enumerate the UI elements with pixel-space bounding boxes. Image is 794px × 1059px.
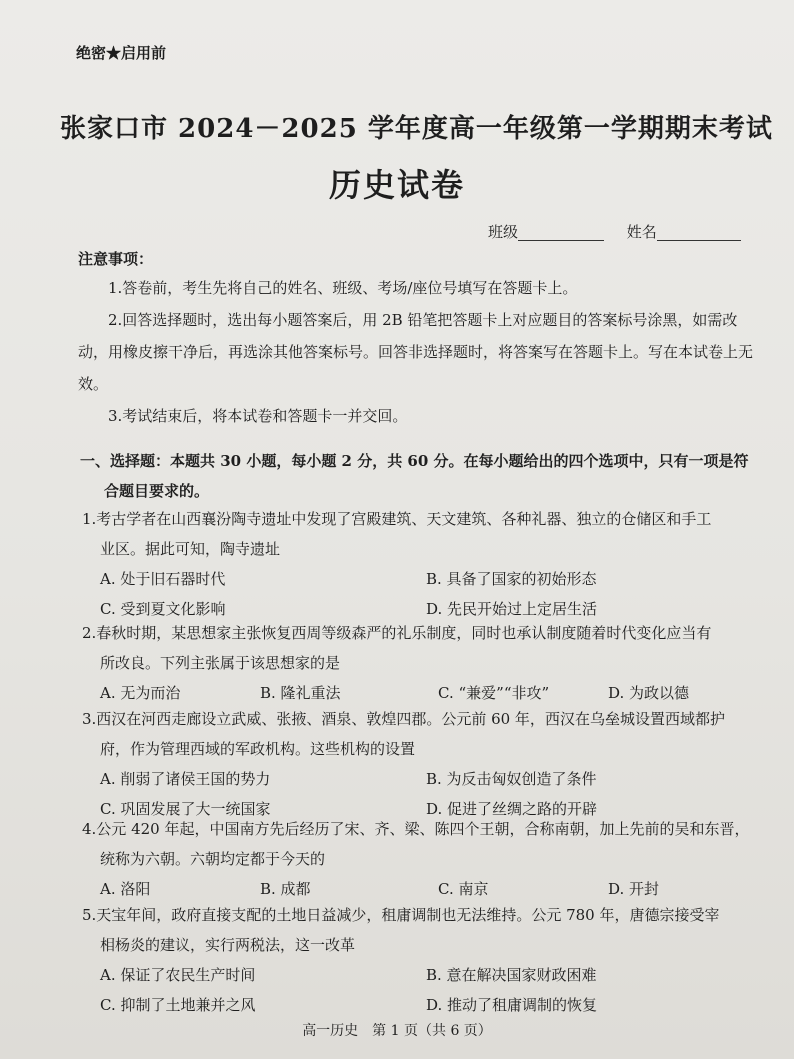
option-d: D. 推动了租庸调制的恢复	[426, 996, 598, 1014]
option-d: D. 为政以德	[608, 684, 690, 702]
option-a: A. 无为而治	[100, 684, 181, 702]
question-stem: 4.公元 420 年起，中国南方先后经历了宋、齐、梁、陈四个王朝，合称南朝，加上先前的吴和东晋，	[82, 820, 750, 838]
option-b: B. 意在解决国家财政困难	[426, 966, 597, 984]
question-1	[82, 504, 752, 624]
option-d: D. 开封	[608, 880, 660, 898]
option-c: C. 受到夏文化影响	[100, 600, 226, 618]
name-blank[interactable]	[657, 224, 741, 241]
option-d: D. 促进了丝绸之路的开辟	[426, 800, 598, 818]
question-stem-cont: 相杨炎的建议，实行两税法，这一改革	[100, 936, 356, 954]
question-stem-cont: 统称为六朝。六朝均定都于今天的	[100, 850, 326, 868]
option-a: A. 处于旧石器时代	[100, 570, 226, 588]
option-b: B. 成都	[260, 880, 311, 898]
notice-item: 1.答卷前，考生先将自己的姓名、班级、考场/座位号填写在答题卡上。	[108, 279, 578, 297]
option-b: B. 为反击匈奴创造了条件	[426, 770, 597, 788]
secret-label: 绝密★启用前	[76, 44, 167, 62]
notice-item: 2.回答选择题时，选出每小题答案后，用 2B 铅笔把答题卡上对应题目的答案标号涂黑，如需改动，用橡皮擦干净后，再选涂其他答案标号。回答非选择题时，将答案写在答题卡上。写在本试卷上无效。	[78, 311, 754, 393]
class-blank[interactable]	[518, 224, 604, 241]
question-5	[82, 900, 752, 1020]
option-c: C. 巩固发展了大一统国家	[100, 800, 271, 818]
option-c: C. 南京	[438, 880, 489, 898]
exam-subtitle: 历史试卷	[328, 166, 465, 204]
section-line-2: 合题目要求的。	[104, 482, 210, 500]
section-heading	[80, 446, 760, 506]
question-stem: 1.考古学者在山西襄汾陶寺遗址中发现了宫殿建筑、天文建筑、各种礼器、独立的仓储区和手工	[82, 510, 712, 528]
question-2	[82, 618, 752, 708]
notice-list	[78, 272, 758, 432]
question-stem: 2.春秋时期，某思想家主张恢复西周等级森严的礼乐制度，同时也承认制度随着时代变化应当有	[82, 624, 712, 642]
option-b: B. 具备了国家的初始形态	[426, 570, 597, 588]
question-stem: 3.西汉在河西走廊设立武威、张掖、酒泉、敦煌四郡。公元前 60 年，西汉在乌垒城设置西域都护	[82, 710, 725, 728]
page-footer: 高一历史 第 1 页（共 6 页）	[302, 1023, 492, 1039]
option-d: D. 先民开始过上定居生活	[426, 600, 598, 618]
question-4	[82, 814, 752, 904]
question-stem-cont: 所改良。下列主张属于该思想家的是	[100, 654, 341, 672]
option-b: B. 隆礼重法	[260, 684, 341, 702]
notice-item: 3.考试结束后，将本试卷和答题卡一并交回。	[108, 407, 408, 425]
question-3	[82, 704, 752, 824]
student-fields	[488, 221, 741, 242]
exam-title: 张家口市 2024－2025 学年度高一年级第一学期期末考试	[60, 114, 773, 144]
option-a: A. 保证了农民生产时间	[100, 966, 256, 984]
option-c: C. 抑制了土地兼并之风	[100, 996, 256, 1014]
option-a: A. 削弱了诸侯王国的势力	[100, 770, 271, 788]
option-c: C. “兼爱”“非攻”	[438, 684, 550, 702]
question-stem-cont: 府，作为管理西域的军政机构。这些机构的设置	[100, 740, 416, 758]
question-stem: 5.天宝年间，政府直接支配的土地日益减少，租庸调制也无法维持。公元 780 年，唐德宗接受宰	[82, 906, 720, 924]
option-a: A. 洛阳	[100, 880, 151, 898]
name-label: 姓名	[626, 223, 657, 241]
question-stem-cont: 业区。据此可知，陶寺遗址	[100, 540, 281, 558]
notice-title: 注意事项：	[78, 250, 154, 268]
section-line-1: 一、选择题：本题共 30 小题，每小题 2 分，共 60 分。在每小题给出的四个选项中，只有一项是符	[80, 452, 749, 470]
class-label: 班级	[488, 223, 519, 241]
